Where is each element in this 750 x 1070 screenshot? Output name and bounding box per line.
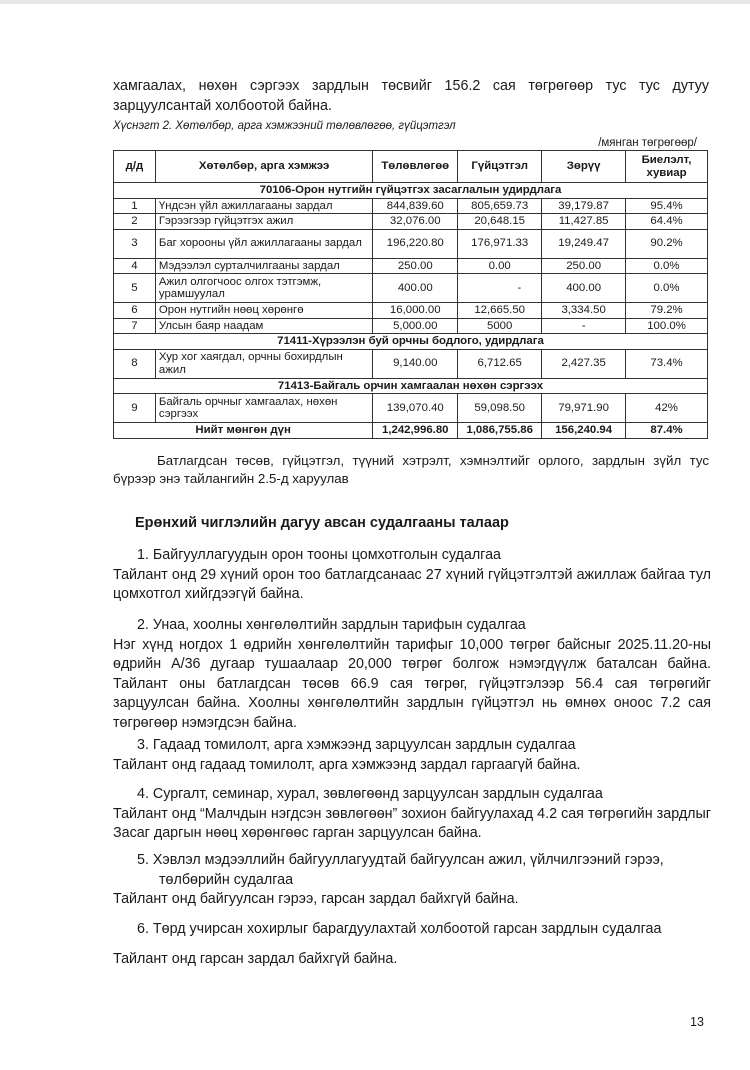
header-cell: Зөрүү xyxy=(542,151,626,183)
survey-item-6 xyxy=(113,920,711,969)
row-number: 6 xyxy=(114,303,156,319)
pct-cell: 42% xyxy=(626,394,708,423)
pct-cell: 73.4% xyxy=(626,349,708,378)
row-number: 3 xyxy=(114,229,156,258)
pct-cell: 100.0% xyxy=(626,318,708,334)
table-row xyxy=(114,214,708,230)
survey-item-1 xyxy=(113,546,711,605)
section-heading: Ерөнхий чиглэлийн дагуу авсан судалгааны талаар xyxy=(135,515,509,531)
diff-cell: 2,427.35 xyxy=(542,349,626,378)
diff-cell: 3,334.50 xyxy=(542,303,626,319)
table-caption: Хүснэгт 2. Хөтөлбөр, арга хэмжээний төлөвлөгөө, гүйцэтгэл xyxy=(113,120,456,132)
plan-cell: 844,839.60 xyxy=(373,198,458,214)
section-row xyxy=(114,334,708,350)
row-name: Мэдээлэл сурталчилгааны зардал xyxy=(155,258,372,274)
item-title: 4. Сургалт, семинар, хурал, зөвлөгөөнд зарцуулсан зардлын судалгаа xyxy=(137,786,603,802)
total-plan: 1,242,996.80 xyxy=(373,423,458,439)
total-row xyxy=(114,423,708,439)
total-actual: 1,086,755.86 xyxy=(458,423,542,439)
row-number: 8 xyxy=(114,349,156,378)
item-title: 5. Хэвлэл мэдээллийн байгууллагуудтай байгуулсан ажил, үйлчилгээний гэрээ, төлбөрийн судалгаа xyxy=(137,852,664,888)
actual-cell: 0.00 xyxy=(458,258,542,274)
item-body: Тайлант онд 29 хүний орон тоо батлагдсанаас 27 хүний гүйцэтгэлтэй ажиллаж байгаа тул цомхотгол хийгдээгүй байна. xyxy=(113,566,711,602)
diff-cell: - xyxy=(542,318,626,334)
header-cell: Гүйцэтгэл xyxy=(458,151,542,183)
header-cell: д/д xyxy=(114,151,156,183)
survey-item-3 xyxy=(113,736,711,775)
row-name: Улсын баяр наадам xyxy=(155,318,372,334)
diff-cell: 79,971.90 xyxy=(542,394,626,423)
pct-cell: 95.4% xyxy=(626,198,708,214)
total-diff: 156,240.94 xyxy=(542,423,626,439)
table-row xyxy=(114,198,708,214)
section-row xyxy=(114,378,708,394)
header-cell: Төлөвлөгөө xyxy=(373,151,458,183)
item-title: 3. Гадаад томилолт, арга хэмжээнд зарцуулсан зардлын судалгаа xyxy=(137,737,576,753)
row-name: Гэрээгээр гүйцэтгэх ажил xyxy=(155,214,372,230)
table-row xyxy=(114,318,708,334)
row-name: Байгаль орчныг хамгаалах, нөхөн сэргээх xyxy=(155,394,372,423)
row-number: 1 xyxy=(114,198,156,214)
table-row xyxy=(114,229,708,258)
survey-item-5 xyxy=(113,851,711,910)
row-name: Ажил олгогчоос олгох тэтгэмж, урамшуулал xyxy=(155,274,372,303)
diff-cell: 39,179.87 xyxy=(542,198,626,214)
table-row xyxy=(114,258,708,274)
pct-cell: 64.4% xyxy=(626,214,708,230)
plan-cell: 16,000.00 xyxy=(373,303,458,319)
table-header-row xyxy=(114,151,708,183)
row-number: 2 xyxy=(114,214,156,230)
item-title: 2. Унаа, хоолны хөнгөлөлтийн зардлын тарифын судалгаа xyxy=(137,617,526,633)
plan-cell: 250.00 xyxy=(373,258,458,274)
budget-table xyxy=(113,150,708,439)
row-number: 9 xyxy=(114,394,156,423)
row-number: 7 xyxy=(114,318,156,334)
intro-paragraph: хамгаалах, нөхөн сэргээх зардлын төсвийг 156.2 сая төгрөгөөр тус тус дутуу зарцуулсантай холбоотой байна. xyxy=(113,78,709,114)
pct-cell: 0.0% xyxy=(626,258,708,274)
pct-cell: 90.2% xyxy=(626,229,708,258)
actual-cell: 12,665.50 xyxy=(458,303,542,319)
item-body: Тайлант онд байгуулсан гэрээ, гарсан зардал байхгүй байна. xyxy=(113,891,519,907)
actual-cell: 805,659.73 xyxy=(458,198,542,214)
actual-cell: 5000 xyxy=(458,318,542,334)
item-title: 6. Төрд учирсан хохирлыг барагдуулахтай холбоотой гарсан зардлын судалгаа xyxy=(137,921,662,937)
plan-cell: 32,076.00 xyxy=(373,214,458,230)
section-title: 71411-Хүрээлэн буй орчны бодлого, удирдлага xyxy=(114,334,708,350)
item-body: Нэг хүнд ногдох 1 өдрийн хөнгөлөлтийн тарифыг 10,000 төгрөг байсныг 2025.11.20-ны өдрийн А/36 дугаар тушаалаар 20,000 төгрөг болгож нэмэгдүүлж баталсан байна. Тайлант оны батлагдсан төсөв 66.9 сая төгрөг, гүйцэтгэлээр 56.4 сая төгрөгийг зарцуулсан байна. Хоолны хөнгөлөлтийн зардлын гүйцэтгэл нь өмнөх оноос 7.2 сая төгрөгөөр нэмэгдсэн байна. xyxy=(113,636,711,731)
table-row xyxy=(114,394,708,423)
row-name: Баг хорооны үйл ажиллагааны зардал xyxy=(155,229,372,258)
actual-cell: - xyxy=(458,274,542,303)
item-body: Тайлант онд гарсан зардал байхгүй байна. xyxy=(113,950,398,967)
total-label: Нийт мөнгөн дүн xyxy=(114,423,373,439)
diff-cell: 250.00 xyxy=(542,258,626,274)
plan-cell: 400.00 xyxy=(373,274,458,303)
header-cell: Биелэлт, хувиар xyxy=(626,151,708,183)
row-name: Үндсэн үйл ажиллагааны зардал xyxy=(155,198,372,214)
actual-cell: 6,712.65 xyxy=(458,349,542,378)
row-name: Орон нутгийн нөөц хөрөнгө xyxy=(155,303,372,319)
row-number: 5 xyxy=(114,274,156,303)
diff-cell: 11,427.85 xyxy=(542,214,626,230)
total-pct: 87.4% xyxy=(626,423,708,439)
pct-cell: 79.2% xyxy=(626,303,708,319)
section-title: 71413-Байгаль орчин хамгаалан нөхөн сэргээх xyxy=(114,378,708,394)
item-title: 1. Байгууллагуудын орон тооны цомхотголын судалгаа xyxy=(137,547,501,563)
diff-cell: 400.00 xyxy=(542,274,626,303)
table-unit: /мянган төгрөгөөр/ xyxy=(598,137,697,149)
item-body: Тайлант онд гадаад томилолт, арга хэмжээнд зардал гаргаагүй байна. xyxy=(113,756,581,773)
diff-cell: 19,249.47 xyxy=(542,229,626,258)
pct-cell: 0.0% xyxy=(626,274,708,303)
actual-cell: 59,098.50 xyxy=(458,394,542,423)
section-title: 70106-Орон нутгийн гүйцэтгэх засаглалын удирдлага xyxy=(114,183,708,199)
survey-item-4 xyxy=(113,785,711,844)
actual-cell: 20,648.15 xyxy=(458,214,542,230)
header-cell: Хөтөлбөр, арга хэмжээ xyxy=(155,151,372,183)
note-paragraph: Батлагдсан төсөв, гүйцэтгэл, түүний хэтрэлт, хэмнэлтийг орлого, зардлын зүйл тус бүрээр энэ тайлангийн 2.5-д харуулав xyxy=(113,453,709,486)
table-row xyxy=(114,274,708,303)
row-number: 4 xyxy=(114,258,156,274)
actual-cell: 176,971.33 xyxy=(458,229,542,258)
plan-cell: 196,220.80 xyxy=(373,229,458,258)
plan-cell: 9,140.00 xyxy=(373,349,458,378)
plan-cell: 139,070.40 xyxy=(373,394,458,423)
table-row xyxy=(114,303,708,319)
item-body: Тайлант онд “Малчдын нэгдсэн зөвлөгөөн” зохион байгуулахад 4.2 сая төгрөгийн зардлыг Засаг даргын нөөц хөрөнгөөс гарган зарцуулсан байна. xyxy=(113,805,711,841)
row-name: Хур хог хаягдал, орчны бохирдлын ажил xyxy=(155,349,372,378)
page-number: 13 xyxy=(690,1015,704,1029)
survey-item-2 xyxy=(113,616,711,733)
section-row xyxy=(114,183,708,199)
table-row xyxy=(114,349,708,378)
plan-cell: 5,000.00 xyxy=(373,318,458,334)
